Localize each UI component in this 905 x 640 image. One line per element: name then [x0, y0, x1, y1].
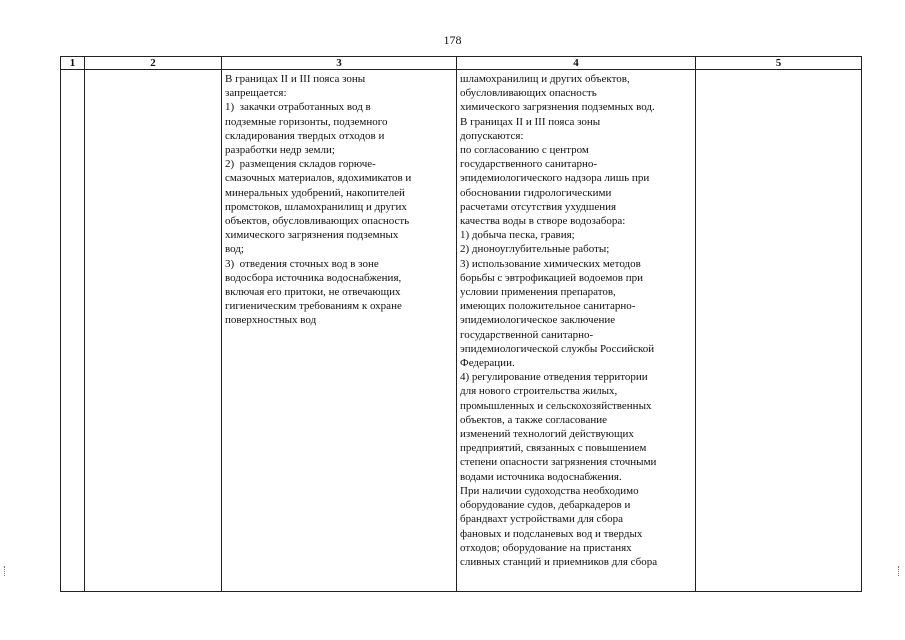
cell-col-2 — [85, 70, 222, 592]
cell-col-5-text — [696, 70, 861, 72]
cell-col-2-text — [85, 70, 221, 72]
cell-col-4-text: шламохранилищ и других объектов, обусловливающих опасность химического загрязнения подземных вод. В границах II и III пояса зоны допускаются: по согласованию с центром государственного санитарно- эпидемиологического надзора лишь при обосновании гидрологическими расчетами отсутствия ухудшения качества воды в створе водозабора: 1) добыча песка, гравия; 2) дноноуглубительные работы; 3) использование химических методов борьбы с эвтрофикацией водоемов при условии применения препаратов, имеющих положительное санитарно- эпидемиологическое заключение государственной санитарно- эпидемиологической службы Российской Федерации. 4) регулирование отведения территории для нового строительства жилых, промышленных и сельскохозяйственных объектов, а также согласование изменений технологий действующих предприятий, связанных с повышением степени опасности загрязнения сточными водами источника водоснабжения. При наличии судоходства необходимо оборудование судов, дебаркадеров и брандвахт устройствами для сбора фановых и подсланевых вод и твердых отходов; оборудование на пристанях сливных станций и приемников для сбора — [460, 73, 658, 568]
table-row — [61, 70, 862, 592]
column-header-1: 1 — [61, 57, 85, 70]
column-header-4: 4 — [457, 57, 696, 70]
table-header-row — [61, 57, 862, 70]
column-header-3: 3 — [222, 57, 457, 70]
cell-col-3-text: В границах II и III пояса зоны запрещается: 1) закачки отработанных вод в подземные горизонты, подземного складирования твердых отходов и разработки недр земли; 2) размещения складов горюче- смазочных материалов, ядохимикатов и минеральных удобрений, накопителей промстоков, шламохранилищ и других объектов, обусловливающих опасность химического загрязнения подземных вод; 3) отведения сточных вод в зоне водосбора источника водоснабжения, включая его притоки, не отвечающих гигиеническим требованиям к охране поверхностных вод — [225, 73, 412, 327]
cell-col-5 — [696, 70, 862, 592]
cell-col-3 — [222, 70, 457, 592]
page-number: 178 — [443, 33, 462, 47]
document-table — [60, 56, 862, 592]
cell-col-1 — [61, 70, 85, 592]
column-header-2: 2 — [85, 57, 222, 70]
cell-col-4 — [457, 70, 696, 592]
scan-edge-mark-left — [4, 566, 7, 576]
cell-col-1-text — [61, 70, 84, 72]
scan-edge-mark-right — [898, 566, 901, 576]
column-header-5: 5 — [696, 57, 862, 70]
